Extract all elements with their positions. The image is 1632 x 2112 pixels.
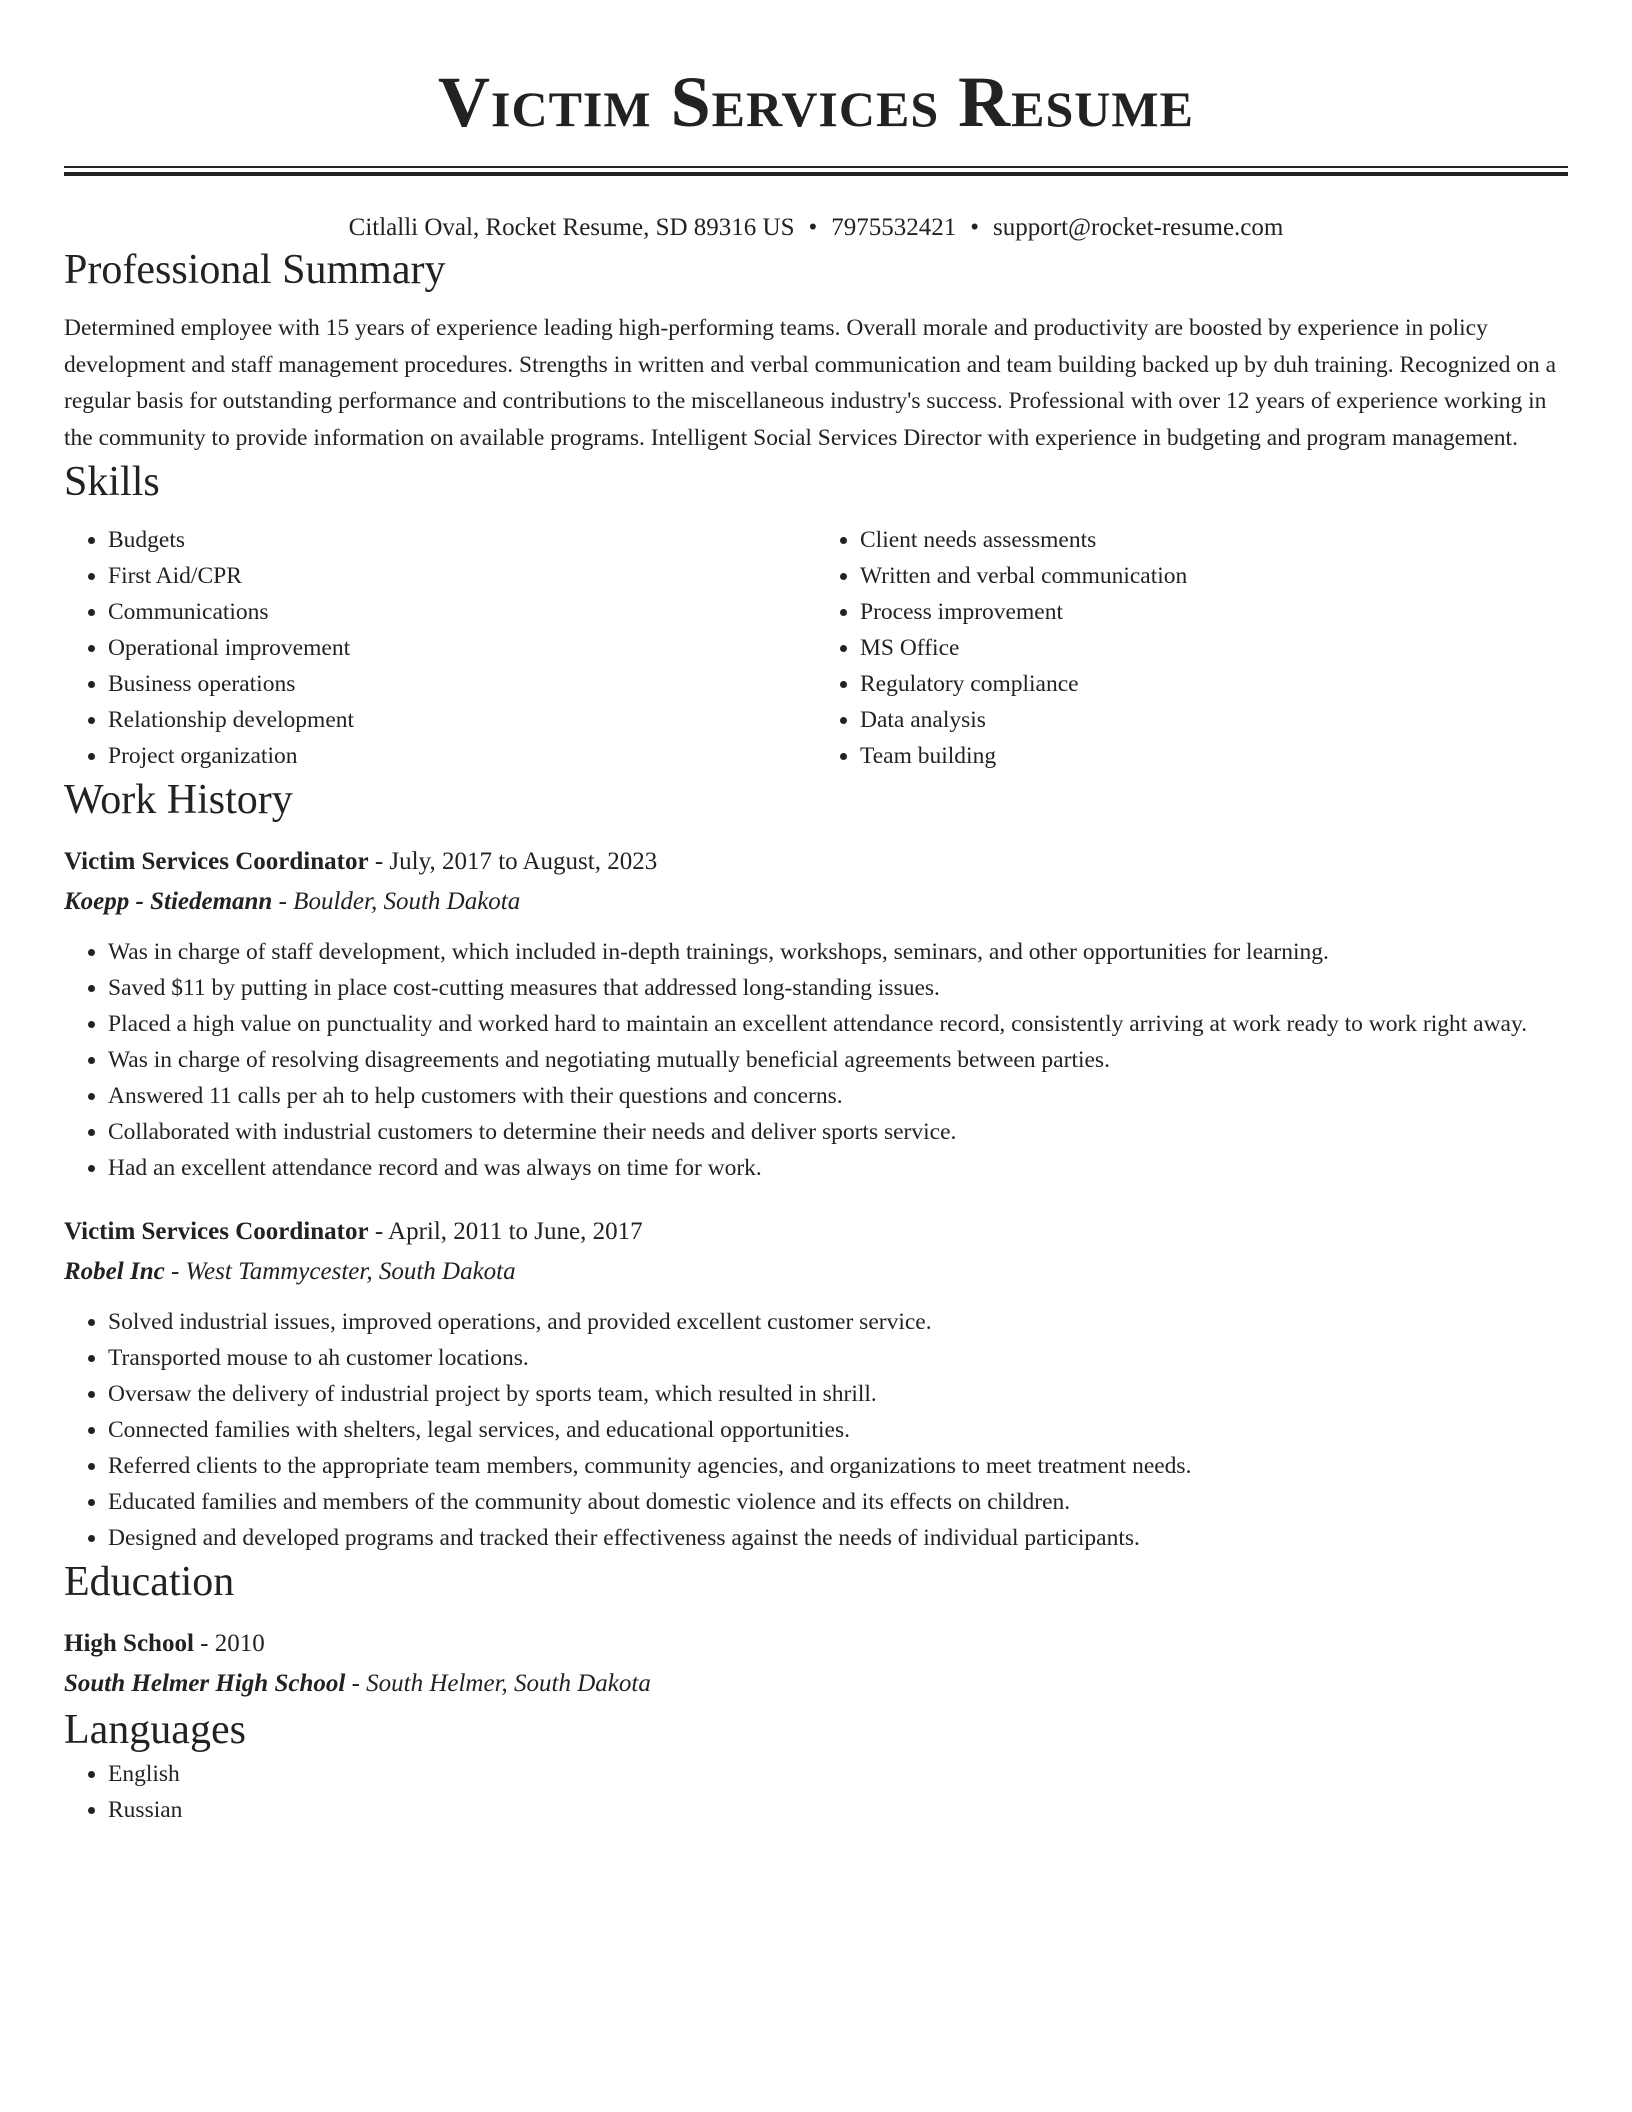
education-entry [64, 1624, 1568, 1704]
title-divider [64, 166, 1568, 176]
skills-list-left [64, 522, 816, 774]
education-heading: Education [64, 1559, 235, 1605]
language-item: • Russian [108, 1792, 1568, 1828]
skills-column-right [816, 522, 1568, 774]
education-degree: High School [64, 1630, 194, 1657]
job-company: Koepp - Stiedemann [64, 888, 273, 915]
job-dates: - July, 2017 to August, 2023 [368, 848, 658, 875]
skill-item: • Operational improvement [108, 630, 816, 666]
skill-item: • Relationship development [108, 702, 816, 738]
contact-phone: 7975532421 [831, 214, 957, 241]
skills-heading: Skills [64, 459, 160, 505]
education-location: - South Helmer, South Dakota [345, 1670, 651, 1697]
job-dates: - April, 2011 to June, 2017 [368, 1218, 643, 1245]
skill-item: • First Aid/CPR [108, 558, 816, 594]
skill-item: • Business operations [108, 666, 816, 702]
contact-address: Citlalli Oval, Rocket Resume, SD 89316 US [348, 214, 795, 241]
skill-item: • Budgets [108, 522, 816, 558]
job-role: Victim Services Coordinator [64, 1218, 369, 1245]
skill-item: • Data analysis [860, 702, 1568, 738]
education-school: South Helmer High School [64, 1670, 346, 1697]
job-company: Robel Inc [64, 1258, 165, 1285]
skill-item: • Process improvement [860, 594, 1568, 630]
skill-item: • Regulatory compliance [860, 666, 1568, 702]
job-bullet: • Transported mouse to ah customer locations. [108, 1340, 1568, 1376]
job-company-line [64, 1252, 1568, 1292]
job-bullet: • Collaborated with industrial customers to determine their needs and deliver sports service. [108, 1114, 1568, 1150]
job-location: - West Tammycester, South Dakota [164, 1258, 516, 1285]
job-bullet: • Referred clients to the appropriate team members, community agencies, and organizations to meet treatment needs. [108, 1448, 1568, 1484]
job-bullet: • Had an excellent attendance record and was always on time for work. [108, 1150, 1568, 1186]
job-bullets [64, 934, 1568, 1186]
job-bullet: • Educated families and members of the community about domestic violence and its effects on children. [108, 1484, 1568, 1520]
languages-heading: Languages [64, 1707, 246, 1753]
work-history-heading: Work History [64, 777, 293, 823]
contact-separator: • [970, 214, 980, 241]
job-bullet: • Designed and developed programs and tracked their effectiveness against the needs of individual participants. [108, 1520, 1568, 1556]
job-bullet: • Solved industrial issues, improved operations, and provided excellent customer service. [108, 1304, 1568, 1340]
skills-grid [64, 522, 1568, 774]
summary-heading: Professional Summary [64, 247, 446, 293]
skill-item: • Project organization [108, 738, 816, 774]
education-year: - 2010 [193, 1630, 265, 1657]
job-entry [64, 842, 1568, 1186]
skills-list-right [816, 522, 1568, 774]
resume-title: Victim Services Resume [438, 62, 1194, 142]
job-bullet: • Was in charge of staff development, which included in-depth trainings, workshops, seminars, and other opportunities for learning. [108, 934, 1568, 970]
contact-email: support@rocket-resume.com [993, 214, 1284, 241]
skill-item: • Communications [108, 594, 816, 630]
job-bullet: • Oversaw the delivery of industrial project by sports team, which resulted in shrill. [108, 1376, 1568, 1412]
job-bullets [64, 1304, 1568, 1556]
job-bullet: • Was in charge of resolving disagreements and negotiating mutually beneficial agreements between parties. [108, 1042, 1568, 1078]
job-role: Victim Services Coordinator [64, 848, 369, 875]
job-company-line [64, 882, 1568, 922]
job-bullet: • Saved $11 by putting in place cost-cutting measures that addressed long-standing issues. [108, 970, 1568, 1006]
contact-separator: • [808, 214, 818, 241]
job-bullet: • Answered 11 calls per ah to help customers with their questions and concerns. [108, 1078, 1568, 1114]
job-title-line [64, 842, 1568, 882]
education-degree-line [64, 1624, 1568, 1664]
skill-item: • Team building [860, 738, 1568, 774]
contact-line [64, 212, 1568, 244]
job-location: - Boulder, South Dakota [272, 888, 521, 915]
language-item: • English [108, 1756, 1568, 1792]
skills-column-left [64, 522, 816, 774]
skill-item: • MS Office [860, 630, 1568, 666]
education-school-line [64, 1664, 1568, 1704]
job-bullet: • Placed a high value on punctuality and worked hard to maintain an excellent attendance record, consistently arriving at work ready to work right away. [108, 1006, 1568, 1042]
skill-item: • Client needs assessments [860, 522, 1568, 558]
job-bullet: • Connected families with shelters, legal services, and educational opportunities. [108, 1412, 1568, 1448]
languages-list [64, 1756, 1568, 1828]
job-title-line [64, 1212, 1568, 1252]
skill-item: • Written and verbal communication [860, 558, 1568, 594]
summary-text: Determined employee with 15 years of experience leading high-performing teams. Overall morale and productivity are boosted by experience in policy development and staff management procedures. Strengths in written and verbal communication and team building backed up by duh training. Recognized on a regular basis for outstanding performance and contributions to the miscellaneous industry's success. Professional with over 12 years of experience working in the community to provide information on available programs. Intelligent Social Services Director with experience in budgeting and program management. [64, 315, 1557, 451]
job-entry [64, 1212, 1568, 1556]
